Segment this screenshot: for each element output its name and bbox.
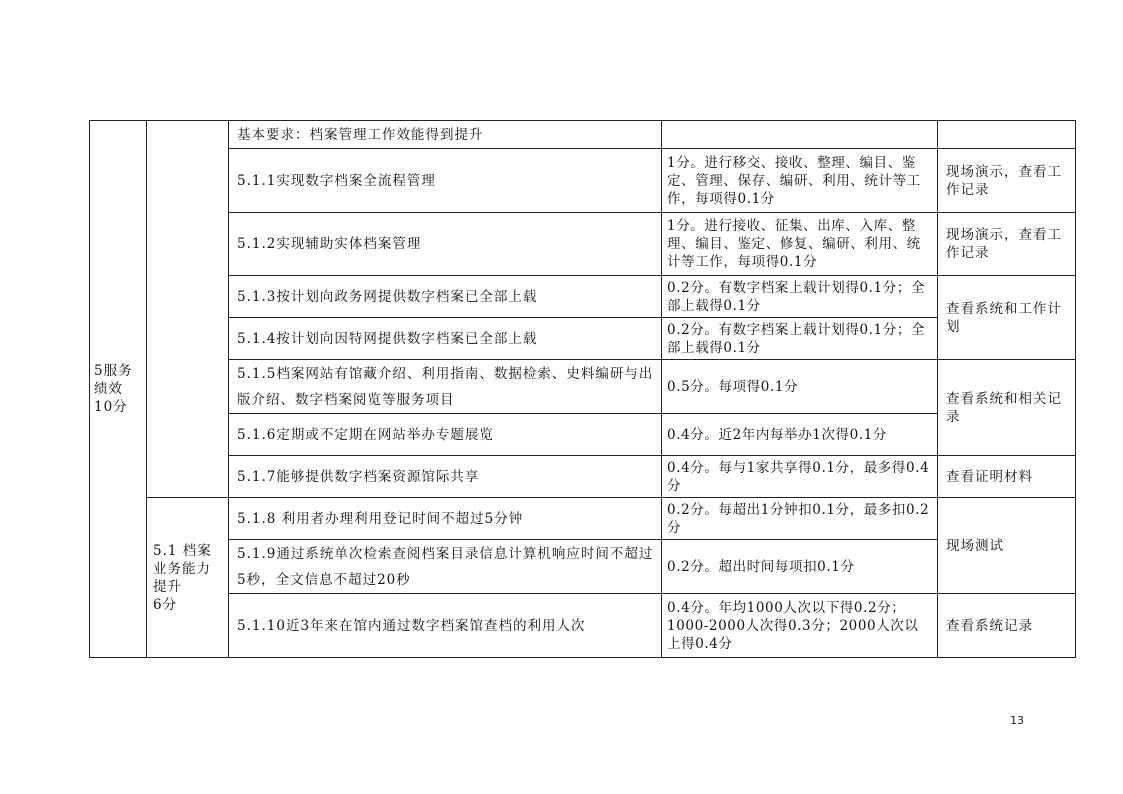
table-row [90, 456, 1076, 498]
item-cell: 5.1.6定期或不定期在网站举办专题展览 [229, 414, 662, 456]
table-row [90, 121, 1076, 149]
basic-requirement-cell: 基本要求：档案管理工作效能得到提升 [229, 121, 662, 149]
table-row [90, 414, 1076, 456]
item-cell: 5.1.1实现数字档案全流程管理 [229, 149, 662, 213]
category-cell: 5服务 绩效 10分 [90, 121, 147, 658]
item-cell: 5.1.2实现辅助实体档案管理 [229, 213, 662, 276]
method-cell: 现场演示，查看工作记录 [938, 149, 1076, 213]
page-number: 13 [1010, 714, 1024, 727]
item-cell: 5.1.5档案网站有馆藏介绍、利用指南、数据检索、史料编研与出版介绍、数字档案阅览等服务项目 [229, 360, 662, 414]
empty-cell [662, 121, 938, 149]
score-cell: 0.5分。每项得0.1分 [662, 360, 938, 414]
score-cell: 0.4分。年均1000人次以下得0.2分；1000-2000人次得0.3分；2000人次以上得0.4分 [662, 594, 938, 658]
score-cell: 0.4分。每与1家共享得0.1分，最多得0.4分 [662, 456, 938, 498]
item-cell: 5.1.10近3年来在馆内通过数字档案馆查档的利用人次 [229, 594, 662, 658]
table-row [90, 149, 1076, 213]
table-row [90, 318, 1076, 360]
method-cell: 查看证明材料 [938, 456, 1076, 498]
empty-cell [938, 121, 1076, 149]
table-row [90, 360, 1076, 414]
table-row [90, 540, 1076, 594]
score-cell: 0.2分。每超出1分钟扣0.1分，最多扣0.2分 [662, 498, 938, 540]
table-row [90, 498, 1076, 540]
method-cell: 查看系统和相关记录 [938, 360, 1076, 456]
method-cell: 现场测试 [938, 498, 1076, 594]
evaluation-table [89, 120, 1076, 658]
score-cell: 0.2分。有数字档案上载计划得0.1分；全部上载得0.1分 [662, 276, 938, 318]
item-cell: 5.1.7能够提供数字档案资源馆际共享 [229, 456, 662, 498]
method-cell: 查看系统和工作计划 [938, 276, 1076, 360]
item-cell: 5.1.9通过系统单次检索查阅档案目录信息计算机响应时间不超过5秒，全文信息不超过20秒 [229, 540, 662, 594]
score-cell: 0.2分。有数字档案上载计划得0.1分；全部上载得0.1分 [662, 318, 938, 360]
score-cell: 0.4分。近2年内每举办1次得0.1分 [662, 414, 938, 456]
item-cell: 5.1.3按计划向政务网提供数字档案已全部上载 [229, 276, 662, 318]
score-cell: 1分。进行移交、接收、整理、编目、鉴定、管理、保存、编研、利用、统计等工作，每项得0.1分 [662, 149, 938, 213]
score-cell: 0.2分。超出时间每项扣0.1分 [662, 540, 938, 594]
score-cell: 1分。进行接收、征集、出库、入库、整理、编目、鉴定、修复、编研、利用、统计等工作，每项得0.1分 [662, 213, 938, 276]
table-row [90, 276, 1076, 318]
table-row [90, 213, 1076, 276]
table-row [90, 594, 1076, 658]
method-cell: 查看系统记录 [938, 594, 1076, 658]
empty-cell [147, 121, 229, 498]
subcategory-cell: 5.1 档案 业务能力 提升 6分 [147, 498, 229, 658]
item-cell: 5.1.4按计划向因特网提供数字档案已全部上载 [229, 318, 662, 360]
method-cell: 现场演示，查看工作记录 [938, 213, 1076, 276]
item-cell: 5.1.8 利用者办理利用登记时间不超过5分钟 [229, 498, 662, 540]
